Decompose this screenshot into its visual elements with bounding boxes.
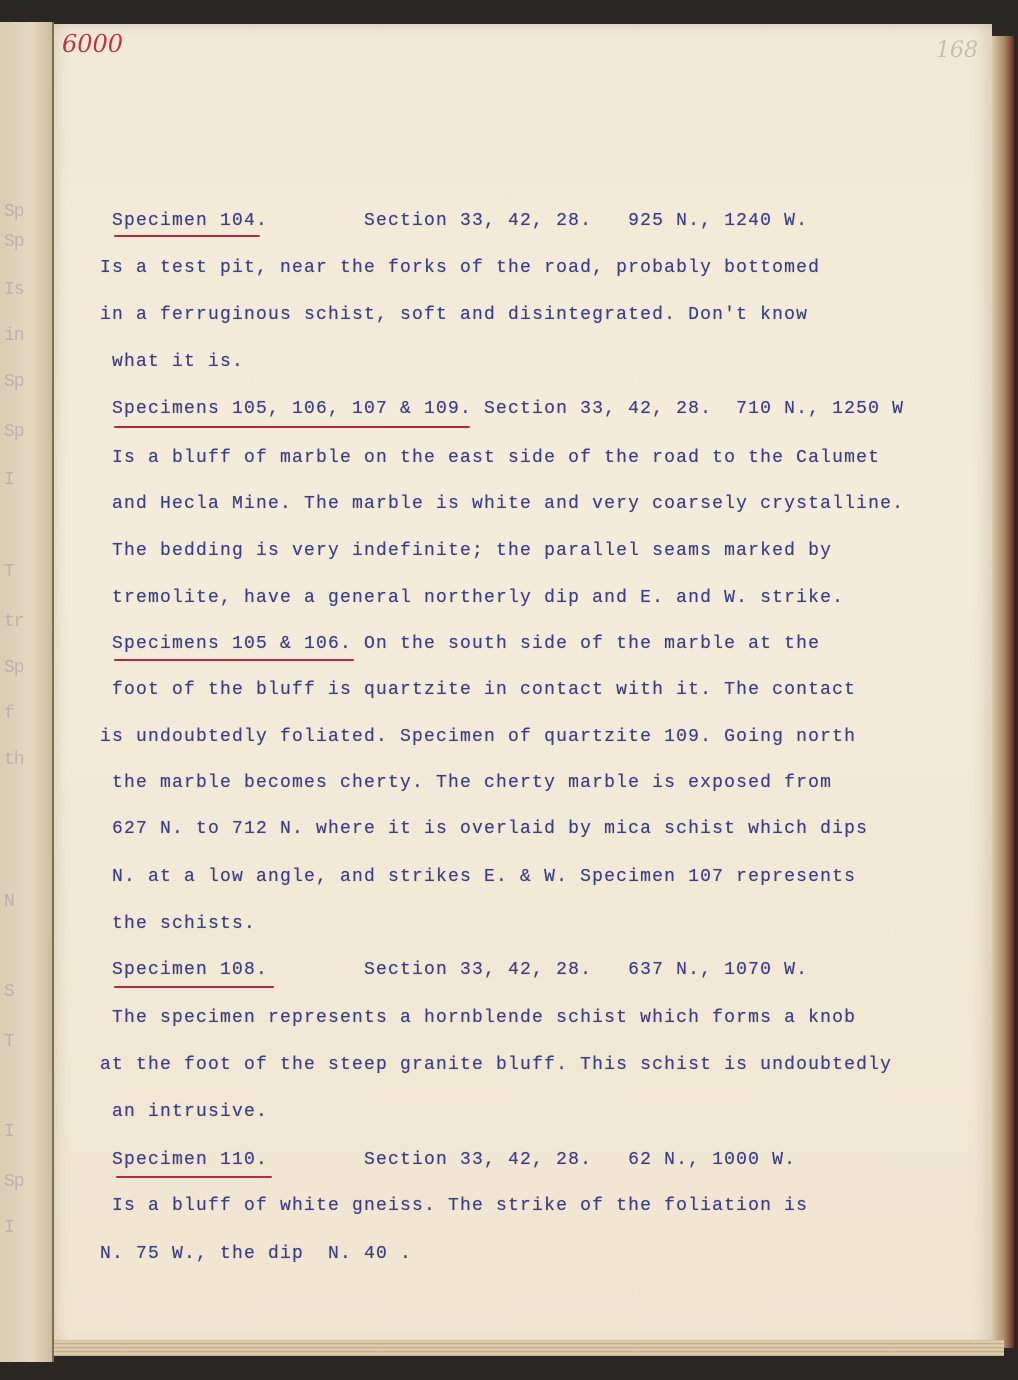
text-line: the schists. — [112, 914, 257, 934]
text-line: The bedding is very indefinite; the parallel seams marked by — [112, 541, 833, 561]
ghost-text: T — [4, 1032, 14, 1052]
text-line: in a ferruginous schist, soft and disintegrated. Don't know — [100, 305, 809, 325]
text-line: the marble becomes cherty. The cherty marble is exposed from — [112, 773, 833, 793]
ghost-text: Sp — [4, 658, 24, 678]
ghost-text: S — [4, 982, 14, 1002]
facing-page-edge — [0, 22, 54, 1362]
specimen-104-heading: Specimen 104. Section 33, 42, 28. 925 N., 1240 W. — [112, 211, 809, 231]
ghost-text: T — [4, 562, 14, 582]
text-line: Is a bluff of white gneiss. The strike of the foliation is — [112, 1196, 809, 1216]
ghost-text: Sp — [4, 202, 24, 222]
ghost-text: Sp — [4, 372, 24, 392]
ghost-text: tr — [4, 612, 24, 632]
text-line: an intrusive. — [112, 1102, 269, 1122]
ghost-text: f — [4, 704, 14, 724]
text-line: Is a test pit, near the forks of the road, probably bottomed — [100, 258, 821, 278]
text-line: is undoubtedly foliated. Specimen of quartzite 109. Going north — [100, 727, 857, 747]
ghost-text: I — [4, 1218, 14, 1238]
ghost-text: Sp — [4, 1172, 24, 1192]
text-line: and Hecla Mine. The marble is white and very coarsely crystalline. — [112, 494, 905, 514]
specimen-110-heading: Specimen 110. Section 33, 42, 28. 62 N., 1000 W. — [112, 1150, 797, 1170]
page-stack-bottom — [54, 1340, 1004, 1356]
ghost-text: in — [4, 326, 24, 346]
text-line: N. at a low angle, and strikes E. & W. Specimen 107 represents — [112, 867, 857, 887]
specimens-105-109-heading: Specimens 105, 106, 107 & 109. Section 33, 42, 28. 710 N., 1250 W — [112, 399, 905, 419]
ghost-text: Sp — [4, 232, 24, 252]
ghost-text: N — [4, 892, 14, 912]
folio-number: 168 — [936, 38, 978, 63]
text-line: tremolite, have a general northerly dip and E. and W. strike. — [112, 588, 845, 608]
text-line: The specimen represents a hornblende schist which forms a knob — [112, 1008, 857, 1028]
red-underline — [114, 986, 274, 988]
text-line: Is a bluff of marble on the east side of the road to the Calumet — [112, 448, 881, 468]
red-underline — [114, 235, 260, 237]
ghost-text: I — [4, 1122, 14, 1142]
page-stack-edge — [992, 36, 1014, 1348]
ghost-text: Is — [4, 280, 24, 300]
specimen-108-heading: Specimen 108. Section 33, 42, 28. 637 N., 1070 W. — [112, 960, 809, 980]
text-line: what it is. — [112, 352, 245, 372]
text-line: foot of the bluff is quartzite in contact with it. The contact — [112, 680, 857, 700]
red-underline — [114, 659, 354, 661]
ghost-text: I — [4, 470, 14, 490]
text-line: N. 75 W., the dip N. 40 . — [100, 1244, 413, 1264]
ghost-text: th — [4, 750, 24, 770]
red-pencil-number: 6000 — [62, 30, 124, 58]
text-line: at the foot of the steep granite bluff. This schist is undoubtedly — [100, 1055, 893, 1075]
ghost-text: Sp — [4, 422, 24, 442]
red-underline — [116, 1176, 272, 1178]
text-line: 627 N. to 712 N. where it is overlaid by mica schist which dips — [112, 819, 869, 839]
specimens-105-106-heading: Specimens 105 & 106. On the south side of the marble at the — [112, 634, 821, 654]
red-underline — [114, 426, 470, 428]
